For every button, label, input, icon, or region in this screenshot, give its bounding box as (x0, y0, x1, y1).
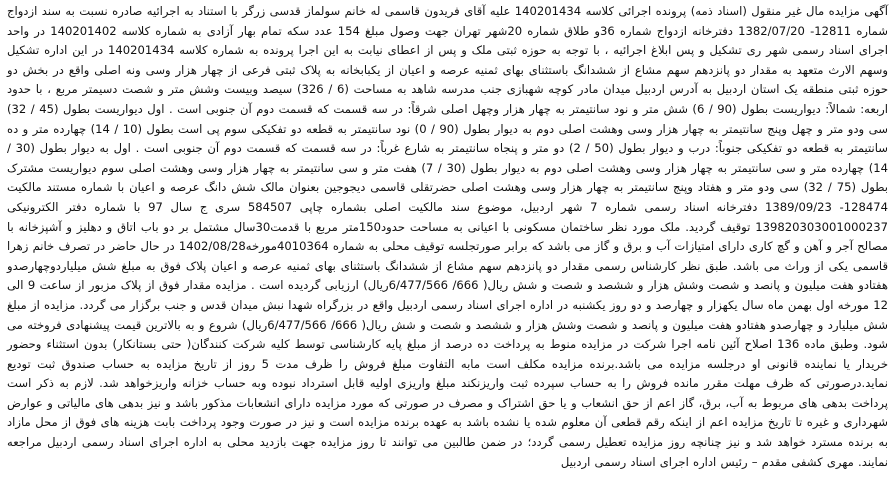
notice-text: آگهی مزایده مال غیر منقول (اسناد ذمه) پرونده اجرائی کلاسه 140201434 علیه آقای فریدون قاسمی له خانم سولماز قدسی زرگر با استناد به اجرائیه صادره نسبت به سند ازدواج شماره 12811- 1382/07/20 دفترخانه ازدواج شماره 36و طلاق شماره 20شهر تهران جهت وصول مبلغ 154 عدد سکه تمام بهار آزادی به شماره کلاسه 140201402 در واحد اجرای اسناد رسمی شهر ری تشکیل و پس ابلاغ اجرائیه ، با توجه به حوزه ثبتی ملک و پس از اعطای نیابت به این اجرا پرونده به شماره کلاسه 140201434 در این اداره تشکیل وسهم الارث متعهد به مقدار دو پانزدهم سهم مشاع از ششدانگ باستثنای بهای ثمنیه عرصه و اعیان از یکبابخانه به پلاک ثبتی فرعی از چهار هزار وسی ونه اصلی واقع در بخش دو حوزه ثبتی منطقه یک استان اردبیل به آدرس اردبیل میدان مادر کوچه شهبازی جنب مدرسه شاهد به مساحت (6 / 326) سیصد وبیست وشش متر و شصت دسیمتر مربع ، با حدود اربعه: شمالاً: دیواریست بطول (90 / 6) شش متر و نود سانتیمتر به چهار هزار وچهل اصلی شرقاً: در سه قسمت که قسمت دوم آن جنوبی است . اول دیواریست بطول (45 / 32) سی ودو متر و چهل وپنج سانتیمتر به چهار هزار وسی وهشت اصلی دوم به دیوار بطول (90 / 0) نود سانتیمتر به قطعه دو تفکیکی سوم پی است بطول (10 / 14) چهارده متر و ده سانتیمتر به قطعه دو تفکیکی جنوباً: درب و دیوار بطول (50 / 2) دو متر و پنجاه سانتیمتر به شارع غرباً: در سه قسمت که قسمت دوم آن جنوبی است . اول به دیوار بطول (30 / 14) چهارده متر و سی سانتیمتر به چهار هزار وسی وهشت اصلی دوم به دیوار بطول (30 / 7) هفت متر و سی سانتیمتر به چهار هزار وسی وهشت اصلی سوم دیواریست مشترک بطول (75 / 32) سی ودو متر و هفتاد وپنج سانتیمتر به چهار هزار وسی وهشت اصلی حضرتقلی قاسمی دیجوجین بعنوان مالک شش دانگ عرصه و اعیان با شماره مستند مالکیت 128474- 1389/09/23 دفترخانه اسناد رسمی شماره 7 شهر اردبیل، موضوع سند مالکیت اصلی بشماره چاپی 584507 سری ج سال 97 با شماره دفتر الکترونیکی 139820303001000237 توقیف گردید. ملک مورد نظر ساختمان مسکونی با اعیانی به مساحت حدود150متر مربع با قدمت30سال مشتمل بر دو باب اتاق و دهلیز و آشپزخانه با مصالح آجر و آهن و گچ کاری دارای امتیازات آب و برق و گاز می باشد که برابر صورتجلسه توقیف محلی به شماره 4010364مورخه1402/08/28 در حال حاضر در تصرف خانم زهرا قاسمی یکی از وراث می باشد. طبق نظر کارشناس رسمی مقدار دو پانزدهم سهم مشاع از ششدانگ باستثنای بهای ثمنیه عرصه و اعیان پلاک فوق به مبلغ شش میلیاردوچهارصدو هفتادو هفت میلیون و پانصد و شصت وشش هزار و ششصد و شصت و شش ریال( 666/ 6/477/566ریال) ارزیابی گردیده است . مزایده مقدار فوق از پلاک مزبور از ساعت 9 الی 12 مورخه اول بهمن ماه سال یکهزار و چهارصد و دو روز یکشنبه در اداره اجرای اسناد رسمی اردبیل واقع در بزرگراه شهدا نبش میدان قدس و جنب برگزار می گردد. مزایده از مبلغ شش میلیارد و چهارصدو هفتادو هفت میلیون و پانصد و شصت وشش هزار و ششصد و شصت و شش ریال( 666/ 6/477/566ریال) شروع و به بالاترین قیمت پیشنهادی فروخته می شود. وطبق ماده 136 اصلاح آئین نامه اجرا شرکت در مزایده منوط به پرداخت ده درصد از مبلغ پایه کارشناسی توسط کلیه شرکت کنندگان( حتی بستانکار) بدون استثناء وحضور خریدار یا نماینده قانونی او درجلسه مزایده می باشد.برنده مزایده مکلف است مابه التفاوت مبلغ فروش را ظرف مدت 5 روز از تاریخ مزایده به حساب صندوق ثبت تودیع نماید.درصورتی که ظرف مهلت مقرر مانده فروش را به حساب سپرده ثبت واریزنکند مبلغ واریزی اولیه قابل استرداد نبوده وبه حساب خزانه واریزخواهد شد. لازم به ذکر است پرداخت بدهی های مربوط به آب، برق، گاز اعم از حق انشعاب و یا حق اشتراک و مصرف در صورتی که مورد مزایده دارای انشعابات مذکور باشد و نیز بدهی های مالیاتی و عوارض شهرداری و غیره تا تاریخ مزایده اعم از اینکه رقم قطعی آن معلوم شده یا نشده باشد به عهده برنده مزایده است و نیز در صورت وجود پرداخت بابت هزینه های فوق از محل مازاد به برنده مسترد خواهد شد و نیز چنانچه روز مزایده تعطیل رسمی گردد؛ در ضمن طالبین می توانند تا روز مزایده جهت بازدید محلی به اداره اجرای اسناد رسمی اردبیل مراجعه نمایند. مهری کشفی مقدم – رئیس اداره اجرای اسناد رسمی اردبیل (7, 4, 889, 469)
auction-notice (7, 0, 888, 472)
